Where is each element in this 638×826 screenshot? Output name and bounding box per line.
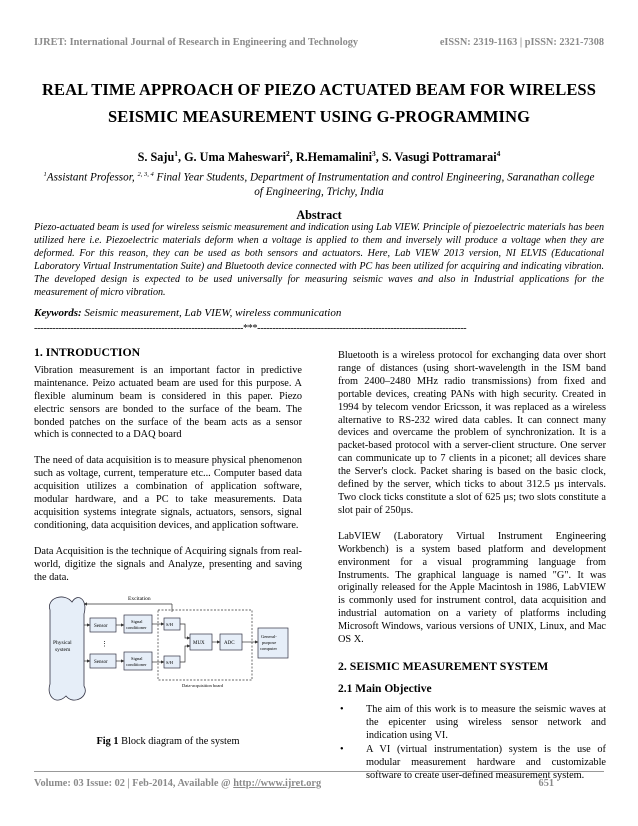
computer-label-2: purpose [262,640,277,645]
affil-sup-2: 2, 3, 4 [137,171,154,178]
author-2: G. Uma Maheswari [184,150,286,165]
keywords [34,307,604,319]
sh-label-2: S/H [166,660,174,665]
figure-caption [34,736,302,747]
computer-label-3: computer [260,646,277,651]
affil-rest: Final Year Students, Department of Instrumentation and control Engineering, Saranathan college of Engineering, Trichy, India [156,171,595,198]
author-list: S. Saju$^1$, G. Uma Maheswari$^2$, R.Hemamalini$^3$, S. Vasugi Pottramarai$^4$ [137,149,501,165]
intro-paragraph-1: Vibration measurement is an important factor in predictive maintenance. Peizo actuated beam are used for this purpose. A flexible aluminum beam is considered in this paper. Piezo electric sensors are bonded to the surface of the beam. The bonded patches on the surface of the beam acts as a sensor which is connected to a DAQ board [34,364,302,441]
figure-caption-label: Fig 1 [96,736,119,747]
daq-board-label: Data-acquisition board [182,683,224,688]
left-column [34,346,302,598]
excitation-label: Excitation [128,596,151,602]
physical-label-1: Physical [53,640,72,646]
author-4: S. Vasugi Pottramarai [381,150,497,165]
right-column [338,350,606,785]
author-3-sup: 3 [371,149,376,158]
conn-8 [180,646,190,662]
affil-sup-1: 1 [43,171,47,178]
conditioner-box-2 [124,652,152,670]
figure-caption-text: Block diagram of the system [121,736,240,747]
section-2-heading: 2. SEISMIC MEASUREMENT SYSTEM [338,658,549,673]
page-number: 651 [538,778,554,789]
title-line-1: REAL TIME APPROACH OF PIEZO ACTUATED BEAM FOR WIRELESS [42,80,596,99]
footer-volume [34,778,321,789]
author-1: S. Saju [137,150,175,165]
adc-label: ADC [224,641,235,646]
keywords-text: Seismic measurement, Lab VIEW, wireless communication [84,307,342,319]
page-footer [34,778,554,789]
author-4-sup: 4 [496,149,501,158]
conditioner-box-1 [124,615,152,633]
title-line-2: SEISMIC MEASUREMENT USING G-PROGRAMMING [107,107,531,126]
conn-7 [180,624,190,638]
affil-role-1: Assistant Professor, [46,171,135,184]
bluetooth-paragraph: Bluetooth is a wireless protocol for exchanging data over short range of distances (using short-wavelength in the ISM band from 2400–2480 MHz radio transmissions) from fixed and portable devices, creating PANs with high security. Created in 1994 by telecom vendor Ericsson, it was replaced as a wireless alternative to RS-232 wired data cables. It can connect many devices and overcame the problem of synchronization. It is a packet-based protocol with a server-client structure. One server can communicate up to 7 clients in a piconet; all devices share the Server's clock. Packet sharing is based on the basic clock, defined by the server, which ticks to about 312.5 µs intervals. Two clock ticks constitute a slot of 625 µs; two slots constitute a slot pair of 250µs. [338,350,606,516]
running-header [34,37,604,48]
affiliation [40,168,598,199]
author-1-sup: 1 [174,149,178,158]
paper-title [30,76,608,130]
footer-volume-text: Volume: 03 Issue: 02 | Feb-2014, Available @ [34,778,234,789]
author-2-sup: 2 [285,149,290,158]
conditioner-label-2a: Signal [131,656,143,661]
sh-label-1: S/H [166,622,174,627]
intro-heading: 1. INTRODUCTION [34,345,141,359]
keywords-label: Keywords: [34,307,82,319]
intro-paragraph-2: The need of data acquisition is to measure physical phenomenon such as voltage, current, temperature etc... Computer based data acquisition utilizes a combination of application software, modular hardware, and a PC to take measurements. Data acquisition systems integrate signals, actuators, sensors, signal conditioning, data acquisition devices, and application software. [34,455,302,531]
conditioner-label-1b: conditioner [126,625,147,630]
journal-link[interactable]: http://www.ijret.org [233,778,322,789]
block-diagram-figure [44,588,294,716]
author-3: R.Hemamalini [295,150,372,165]
conditioner-label-1a: Signal [131,619,143,624]
ellipsis-dots: ⋮ [101,640,108,648]
section-divider: ---------------------------------------------------------------------***--------------------------------------------------------------------- [34,323,467,334]
journal-name: IJRET: International Journal of Research in Engineering and Technology [34,37,359,48]
abstract-text: Piezo-actuated beam is used for wireless seismic measurement and indication using Lab VIEW. Principle of piezoelectric materials has been utilized here i.e. Piezoelectric materials deform when a voltage is applied to them and inversely will produce a voltage when they are deformed. For this reason, they can be used as both sensors and actuators. Here, Lab VIEW 2013 version, NI ELVIS (Educational Laboratory Virtual Instrumentation Suite) and Bluetooth device connected with PC has been utilized for acquiring and indicating vibration. The developed design is expected to be used universally for measuring seismic waves and also in Industrial applications for the measurement of micro vibration. [34,222,604,298]
intro-paragraph-3: Data Acquisition is the technique of Acquiring signals from real-world, digitize the signals and Analyze, presenting and saving the data. [34,545,302,583]
abstract-heading: Abstract [296,208,342,222]
objective-item-2: • A VI (virtual instrumentation) system is the use of modular measurement hardware and customizable software to create user-defined measurement system. [366,744,606,783]
subsection-2-1-heading: 2.1 Main Objective [338,682,432,695]
issn: eISSN: 2319-1163 | pISSN: 2321-7308 [439,37,604,48]
conditioner-label-2b: conditioner [126,662,147,667]
physical-label-2: system [55,647,71,653]
sensor-label-1: Sensor [94,624,108,629]
sensor-label-2: Sensor [94,660,108,665]
computer-label-1: General- [261,634,277,639]
labview-paragraph: LabVIEW (Laboratory Virtual Instrument Engineering Workbench) is a system based platform and development environment for a visual programming language from Instruments. The graphical language is named "G". It was originally released for the Apple Macintosh in 1986, LabVIEW is commonly used for instrument control, data acquisition and industrial automation on a variety of platforms including Microsoft Windows, various versions of UNIX, Linux, and Mac OS X. [338,530,606,646]
mux-label: MUX [193,641,205,646]
footer-rule [34,771,604,772]
objective-item-1: • The aim of this work is to measure the seismic waves at the epicenter using wireless sensor network and indication using VI. [366,704,606,743]
